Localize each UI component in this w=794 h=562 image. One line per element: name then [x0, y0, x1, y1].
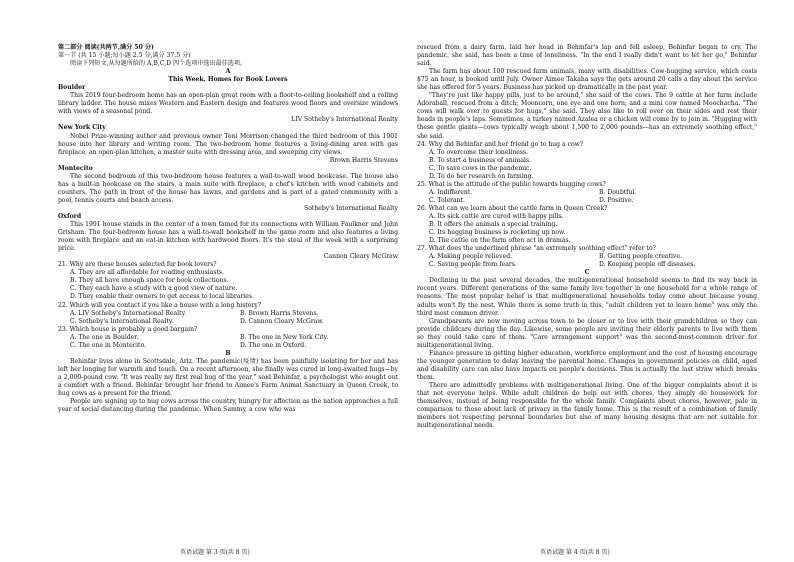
- q27-option-d: D. Keeping people off diseases.: [599, 261, 696, 269]
- passage-a-letter: A: [225, 68, 231, 76]
- q21-option-b: B. They all have enough space for book collections.: [70, 277, 229, 285]
- passage-b-paragraph-1: Behinfar lives alone in Scottsdale, Ariz. The pandemic(疫情) has been painfully isolating for her and has left her longing for warmth and touch. On a recent afternoon, she finally was cured in long-awaited hugs—by a 2,000-pound cow. "It was really my first real hug of the year," said Behinfar, a psychologist who sought out a comfort with a friend. Behinfar brought her friend to Aimee's Farm Animal Sanctuary in Queen Creek, to hug cows as a present for the friend.: [58, 357, 398, 398]
- montecito-text: The second bedroom of this two-bedroom house features a wall-to-wall wood bookcase. The house also has a built-in bookcase on the stairs, a main suite with fireplace, a chef's kitchen with wood cabinets and counters. The path in front of the house has lawns, and gardens and is part of a gated community with a pool, tennis courts and beach access.: [58, 172, 398, 204]
- q23-option-a: A. The one in Boulder.: [70, 333, 139, 341]
- passage-c-paragraph-2: Grandparents are now moving across town to be closer or to live with their grandchildren so they can provide childcare during the day. Likewise, some people are inviting their elderly parents to live with them so they could take care of them. "Care arrangement support" was the second-most-common driver for multigenerational living.: [417, 317, 757, 349]
- oxford-heading: Oxford: [58, 212, 82, 220]
- q25-options-row2: [417, 197, 757, 205]
- q26-option-c: C. Its hugging business is rocketing up now.: [429, 229, 566, 237]
- q21-option-a: A. They are all affordable for reading enthusiasts.: [70, 269, 224, 277]
- q25-option-d: D. Positive.: [599, 196, 634, 204]
- q22-options-row1: [58, 310, 398, 318]
- question-21: 21. Why are these houses selected for book lovers?: [58, 261, 217, 269]
- passage-c-paragraph-4: There are admittedly problems with multigenerational living. One of the bigger complaints about it is that not everyone helps. While adult children do help out with chores, they simply do housework for themselves, instead of being responsible for the whole family. Complaints about chores, however, pale in comparison to those about lack of privacy in the family home. This is the result of a combination of family members not respecting personal boundaries but also of many housing designs that are not suitable for multigenerational needs.: [417, 381, 757, 430]
- q26-option-a: A. Its sick cattle are cured with happy pills.: [429, 212, 564, 220]
- q23-option-c: C. The one in Montecito.: [70, 341, 146, 349]
- question-22: 22. Which will you contact if you like a house with a long history?: [58, 301, 262, 309]
- q22-option-d: D. Cannon Cleary McGraw.: [240, 317, 324, 325]
- q23-option-b: B. The one in New York City.: [240, 333, 329, 341]
- passage-b-paragraph-2: People are signing up to hug cows across the country, hungry for affection as the nation approaches a full year of social distancing during the pandemic. When Sammy, a cow who was: [58, 398, 398, 414]
- q27-options-row2: [417, 261, 757, 269]
- passage-b-paragraph-2-cont: rescued from a dairy farm, laid her head in Behinfar's lap and fell asleep, Behinfar began to cry. The pandemic, she said, has been a time of loneliness. "In the end I really didn't want to let her go," Behinfar said.: [417, 44, 757, 68]
- montecito-source: Sotheby's International Realty: [304, 204, 398, 212]
- q22-option-c: C. Sotheby's International Realty.: [70, 317, 174, 325]
- right-column: [417, 44, 757, 430]
- q23-option-d: D. The one in Oxford.: [240, 341, 307, 349]
- q23-options-row1: [58, 334, 398, 342]
- q21-option-c: C. They each have a study with a good view of nature.: [70, 285, 238, 293]
- montecito-heading: Montecito: [58, 164, 93, 172]
- q21-option-d: D. They enable their owners to get access to local libraries.: [70, 293, 254, 301]
- q25-option-c: C. Tolerant.: [429, 196, 465, 204]
- q22-option-a: A. LIV Sotheby's International Realty.: [70, 309, 187, 317]
- q25-option-a: A. Indifferent.: [429, 188, 473, 196]
- ny-source: Brown Harris Stevens: [329, 156, 398, 164]
- q24-option-d: D. To do her research on farming.: [429, 172, 534, 180]
- q22-option-b: B. Brown Harris Stevens.: [240, 309, 319, 317]
- question-24: 24. Why did Behinfar and her friend go to hug a cow?: [417, 140, 584, 148]
- section-title: 第一节 (共 15 小题;每小题 2.5 分,满分 37.5 分): [58, 52, 191, 60]
- passage-b-paragraph-3: The farm has about 100 rescued farm animals, many with disabilities. Cow-hugging service, which costs $75 an hour, is booked until July. Owner Aimee Takaha says the gets around 20 calls a day about the service she has offered for 5 years. Business has picked up dramatically in the past year.: [417, 68, 757, 92]
- q24-option-a: A. To overcome their loneliness.: [429, 148, 529, 156]
- passage-b-paragraph-4: "They're just like happy pills, just to be around," she said of the cows. The 9 cattle at her farm include Adoraball, rescued from a ditch; Mooncorn, one eye and one horn; and a mini cow named Moochacha. "The cows will walk over to guests for hugs," she said. They also like to roll over on their sides and rest their heads in people's laps. Sometimes, a turkey named Azalea or a chicken will come by to join in. "Hugging with these gentle giants—cows typically weigh about 1,500 to 2,000 pounds—has an extremely soothing effect," she said.: [417, 92, 757, 140]
- passage-c-letter: C: [584, 269, 590, 277]
- q22-options-row2: [58, 318, 398, 326]
- passage-a-title: This Week, Homes for Book Lovers: [168, 76, 288, 84]
- oxford-source: Cannon Cleary McGraw: [323, 253, 398, 261]
- boulder-heading: Boulder: [58, 84, 86, 92]
- ny-text: Nobel Prize-winning author and previous owner Toni Morrison changed the third bedroom of this 1901 house into her library and writing room. The two-bedroom home features a living-dining area with gas fireplace, an open-plan kitchen, a master suite with dressing area, and sweeping city views.: [58, 132, 398, 156]
- q27-option-b: B. Getting people creative.: [599, 253, 682, 261]
- q27-options-row1: [417, 253, 757, 261]
- q27-option-a: A. Making people relieved.: [429, 253, 513, 261]
- q25-option-b: B. Doubtful.: [599, 188, 637, 196]
- ny-heading: New York City: [58, 124, 106, 132]
- boulder-source: LIV Sotheby's International Realty: [291, 116, 398, 124]
- q25-options-row1: [417, 189, 757, 197]
- q24-option-b: B. To start a business of animals.: [429, 156, 532, 164]
- question-23: 23. Which house is probably a good bargain?: [58, 325, 198, 333]
- boulder-text: This 2019 four-bedroom home has an open-plan great room with a floor-to-ceiling bookshelf and a rolling library ladder. The house mixes Western and Eastern design and features wood floors and oversize windows with views of a seasonal pond.: [58, 92, 398, 116]
- question-25: 25. What is the attitude of the public towards hugging cows?: [417, 180, 606, 188]
- oxford-text: This 1991 house stands in the center of a town famed for its connections with William Faulkner and John Grisham. The four-bedroom house has a wall-to-wall bookshelf in the game room and also features a living room with fireplace and an eat-in kitchen with hardwood floors. It's the steal of the week with a surprising price.: [58, 221, 398, 253]
- question-26: 26. What can we learn about the cattle farm in Queen Creek?: [417, 204, 608, 212]
- passage-b-letter: B: [225, 349, 231, 357]
- page-footer-left: 英语试题 第 3 页(共 8 页): [180, 549, 250, 556]
- page-footer-right: 英语试题 第 4 页(共 8 页): [540, 549, 610, 556]
- passage-c-paragraph-3: Finance pressure in getting higher education, workforce employment and the cost of housing encourage the younger generation to delay leaving the parental home. Changes in government policies on child, aged and disability care can also have impacts on people's decisions. This is actually the last straw which breaks them.: [417, 349, 757, 381]
- q26-option-b: B. It offers the animals a special training.: [429, 221, 558, 229]
- q27-option-c: C. Saving people from fears.: [429, 261, 517, 269]
- instructions: 阅读下列短文,从每题所给的 A,B,C,D 四个选项中选出最佳选项。: [70, 60, 247, 68]
- question-27: 27. What does the underlined phrase "an extremely soothing effect" refer to?: [417, 245, 656, 253]
- q23-options-row2: [58, 342, 398, 350]
- part-title: 第二部分 阅读(共两节,满分 50 分): [58, 44, 154, 51]
- q26-option-d: D. The cattle on the farm often act in dramas.: [429, 237, 571, 245]
- left-column: [58, 44, 398, 414]
- passage-c-paragraph-1: Declining in the past several decades, the multigenerational household seems to find its way back in recent years. Different generations of the same family live together in one household for a whole range of reasons. The most popular belief is that multigenerational households today come about because young adults won't fly the nest. While there is some truth in this, "adult children yet to leave home" was only the third most common driver.: [417, 277, 757, 317]
- q24-option-c: C. To save cows in the pandemic.: [429, 164, 532, 172]
